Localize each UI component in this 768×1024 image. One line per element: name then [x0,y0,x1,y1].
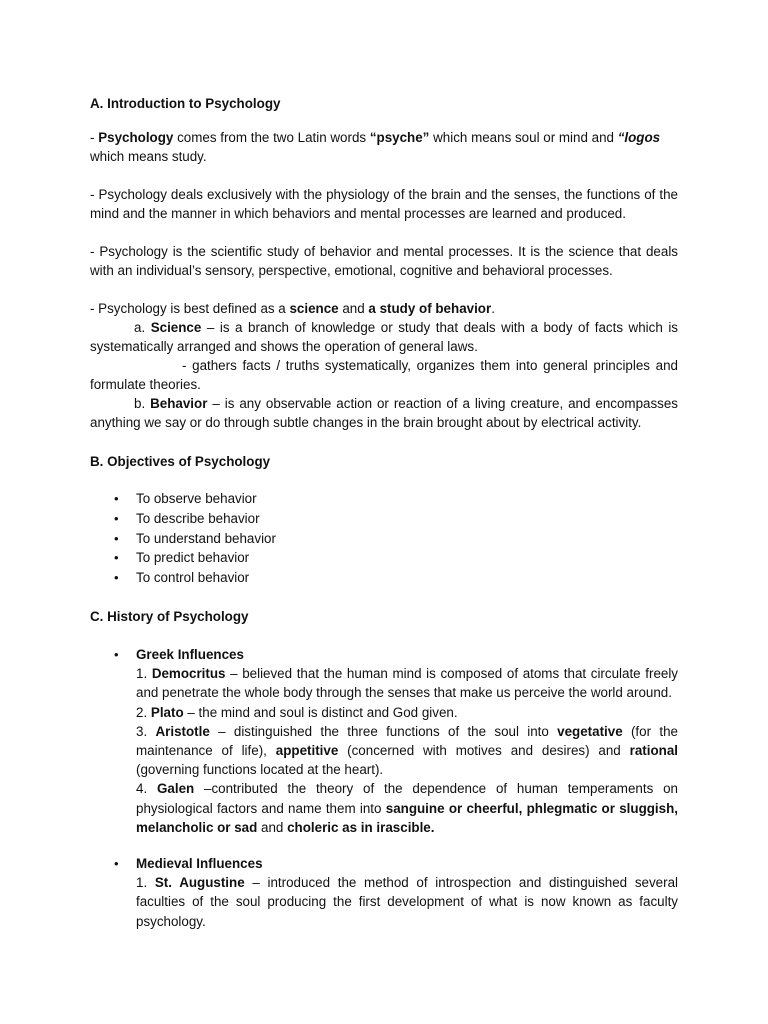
democritus-entry: 1. Democritus – believed that the human mind is composed of atoms that circulate freely and penetrate the whole body through the senses that make us perceive the world around. [136,666,679,701]
aristotle-entry: 3. Aristotle – distinguished the three functions of the soul into vegetative (for the maintenance of life), appetitive (concerned with motives and desires) and rational (governing functions located at the heart). [136,723,678,778]
section-b-heading: B. Objectives of Psychology [90,454,271,469]
science-definition: a. Science – is a branch of knowledge or study that deals with a body of facts which is systematically arranged and shows the operation of general laws. [90,320,678,355]
list-item: • To control behavior [90,568,678,588]
bullet-icon: • [114,530,119,546]
best-defined-paragraph: - Psychology is best defined as a science and a study of behavior. [90,301,495,316]
greek-influences-title: • Greek Influences [90,645,678,664]
plato-entry: 2. Plato – the mind and soul is distinct and God given. [136,704,458,720]
list-item: • To understand behavior [90,529,678,549]
medieval-influences [90,854,678,931]
bullet-icon: • [114,510,119,526]
list-item: • To predict behavior [90,548,678,568]
bullet-icon: • [114,570,119,586]
bullet-icon: • [114,491,119,506]
section-c-heading: C. History of Psychology [90,609,249,624]
list-item: • To observe behavior [90,489,678,509]
objectives-list [90,489,678,588]
medieval-influences-title: • Medieval Influences [90,854,678,873]
bullet-icon: • [114,856,119,871]
bullet-icon: • [114,647,119,662]
science-gathers-facts: - gathers facts / truths systematically, organizes them into general principles and formulate theories. [90,358,678,393]
galen-entry: 4. Galen –contributed the theory of the dependence of human temperaments on physiological factors and name them into sanguine or cheerful, phlegmatic or sluggish, melancholic or sad and choleric as in irascible. [136,781,678,835]
list-item: • To describe behavior [90,509,678,529]
scientific-study-paragraph: - Psychology is the scientific study of behavior and mental processes. It is the science that deals with an individual’s sensory, perspective, emotional, cognitive and behavioral processes. [90,244,678,279]
psychology-origin-paragraph: - Psychology comes from the two Latin words “psyche” which means soul or mind and “logos which means study. [90,130,661,165]
behavior-definition: b. Behavior – is any observable action or reaction of a living creature, and encompasses anything we say or do through subtle changes in the brain brought about by electrical activity. [90,396,678,431]
augustine-entry: 1. St. Augustine – introduced the method of introspection and distinguished several faculties of the soul producing the first development of what is now known as faculty psychology. [136,875,678,929]
greek-influences [90,645,678,837]
bullet-icon: • [114,550,119,566]
section-a-heading: A. Introduction to Psychology [90,96,281,111]
physiology-paragraph: - Psychology deals exclusively with the physiology of the brain and the senses, the functions of the mind and the manner in which behaviors and mental processes are learned and produced. [90,187,678,222]
